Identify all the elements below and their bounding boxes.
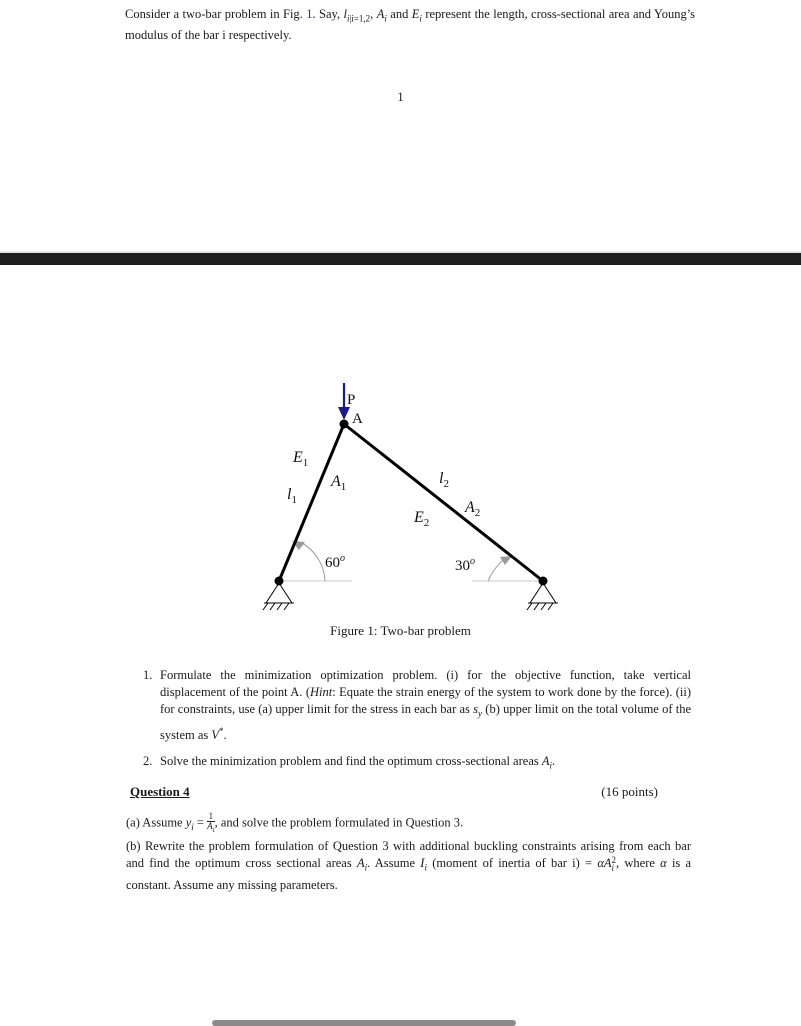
page-number: 1: [397, 90, 404, 104]
equals-sign: =: [196, 815, 204, 830]
inertia-subscript: i: [424, 862, 427, 873]
area-squared-symbol: A: [603, 856, 612, 870]
support-joint-left: [275, 577, 284, 586]
figure-caption: Figure 1: Two-bar problem: [330, 623, 471, 638]
modulus-subscript: i: [419, 13, 422, 24]
list-item-number: 1.: [143, 668, 153, 682]
scroll-indicator-bar[interactable]: [212, 1020, 516, 1026]
bar2-length-label: $l_2$: [439, 470, 449, 490]
part-a-prefix: (a) Assume: [126, 815, 183, 830]
length-symbol: l: [343, 7, 347, 21]
two-bar-figure: [0, 370, 801, 620]
inertia-symbol: I: [420, 856, 425, 870]
task1-text-b: : Equate the strain energy of the system to work done by the force). (ii) for constraints, use (a) upper limit for the stress in each bar as: [160, 685, 692, 716]
joint-a: [340, 420, 349, 429]
angle-arc-60: [300, 542, 325, 581]
figure-reference-link[interactable]: 1: [306, 7, 313, 21]
volume-symbol: V: [211, 727, 220, 742]
part-b-text-c: (moment of inertia of bar i) =: [432, 856, 593, 870]
volume-superscript: *: [219, 725, 224, 736]
intro-connector: and: [390, 7, 409, 21]
area-subscript: i: [384, 13, 387, 24]
denominator-symbol: A: [207, 821, 213, 831]
alpha-symbol: α: [660, 856, 667, 870]
part-a-suffix: , and solve the problem formulated in Question 3.: [214, 815, 464, 830]
length-subscript: i: [347, 13, 350, 24]
part-b-text-b: . Assume: [367, 856, 416, 870]
bar1-area-label: $A_1$: [331, 473, 347, 493]
y-symbol: y: [185, 815, 192, 830]
pin-support-right-icon: [527, 583, 558, 610]
pin-support-left-icon: [263, 583, 294, 610]
denominator-subscript: i: [212, 825, 215, 834]
area-symbol: A: [356, 856, 365, 870]
bar1-length-label: $l_1$: [287, 486, 297, 506]
node-label-a: A: [352, 411, 363, 427]
bar1-modulus-label: $E_1$: [293, 449, 309, 469]
question-part-b: [126, 838, 691, 894]
intro-paragraph: [125, 6, 695, 43]
list-item-number: 2.: [143, 753, 153, 768]
area-symbol: A: [541, 753, 550, 768]
intro-comma: ,: [370, 7, 374, 21]
task1-text-d: .: [223, 727, 227, 742]
load-label: P: [347, 392, 356, 408]
fraction-denominator: [207, 822, 214, 835]
task1-text-c: (b) upper limit on the total volume of the system as: [160, 702, 692, 742]
fraction: [207, 812, 214, 835]
bar-2: [344, 424, 543, 581]
list-item: [143, 753, 691, 775]
task2-text-a: Solve the minimization problem and find the optimum cross-sectional areas: [160, 753, 539, 768]
question-part-a: [126, 812, 691, 836]
task-list: [143, 667, 691, 783]
alpha-symbol: α: [597, 856, 604, 870]
intro-text-2: . Say,: [312, 7, 341, 21]
intro-text-1: Consider a two-bar problem in Fig.: [125, 7, 303, 21]
stress-symbol: s: [473, 702, 479, 716]
task1-text-a: Formulate the minimization optimization problem. (i) for the objective function, take vertical displacement of the point A. (: [160, 668, 691, 699]
angle-30-label: 30$^o$: [455, 556, 475, 574]
page-separator-band: [0, 253, 801, 265]
support-joint-right: [539, 577, 548, 586]
stress-subscript: y: [478, 708, 483, 719]
modulus-symbol: E: [411, 7, 420, 21]
area-subscript: i: [549, 760, 553, 771]
area-symbol: A: [376, 7, 385, 21]
bar2-modulus-label: $E_2$: [414, 509, 430, 529]
part-b-text-d: , where: [616, 856, 655, 870]
intro-text-3: represent the length, cross-sectional area and Young’s modulus of the bar i respectively.: [125, 7, 696, 42]
angle-arrowhead-30: [500, 556, 512, 565]
question-points: (16 points): [601, 784, 658, 799]
list-item: [143, 667, 691, 744]
angle-60-label: 60$^o$: [325, 553, 345, 571]
fraction-numerator: 1: [208, 811, 214, 821]
length-range: |i=1,2: [349, 13, 371, 24]
question-heading: [130, 784, 658, 800]
part-b-text-e: is a constant. Assume any missing parameters.: [126, 856, 692, 892]
area-squared-superscript: 2: [611, 855, 617, 866]
area-subscript: i: [364, 862, 368, 873]
bar2-area-label: $A_2$: [465, 499, 481, 519]
question-title: Question 4: [130, 784, 190, 799]
area-squared-subscript: i: [611, 863, 615, 874]
task2-text-b: .: [552, 753, 556, 768]
y-subscript: i: [191, 821, 194, 832]
hint-label: Hint: [309, 685, 333, 699]
part-b-text-a: (b) Rewrite the problem formulation of Question 3 with additional buckling constraints arising from each bar and find the optimum cross sectional areas: [126, 839, 691, 870]
